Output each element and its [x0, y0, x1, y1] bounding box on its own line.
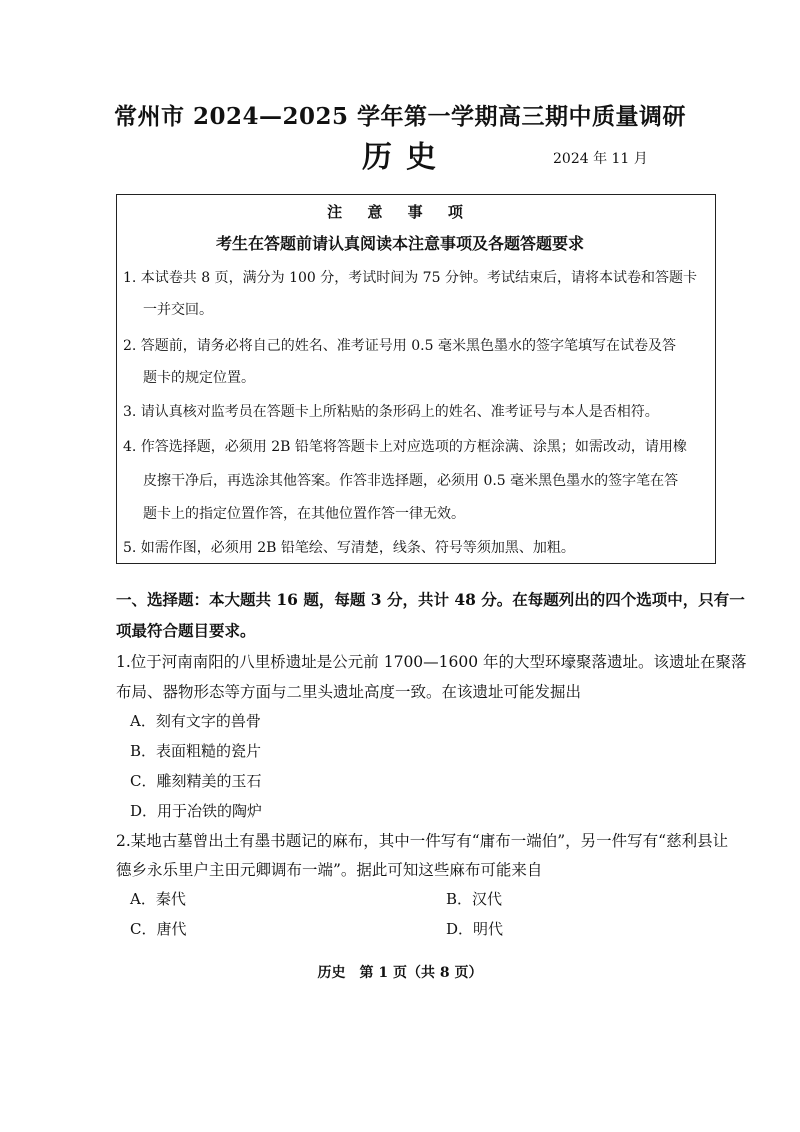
notice-subtitle: 考生在答题前请认真阅读本注意事项及各题答题要求: [215, 234, 584, 253]
notice-item-5: 5. 如需作图，必须用 2B 铅笔绘、写清楚，线条、符号等须加黑、加粗。: [123, 540, 575, 556]
section-heading: 一、选择题：本大题共 16 题，每题 3 分，共计 48 分。在每题列出的四个选项中，只有一: [116, 590, 745, 609]
question-1-option-d: D．用于冶铁的陶炉: [130, 802, 263, 820]
question-1-stem: 1.位于河南南阳的八里桥遗址是公元前 1700—1600 年的大型环壕聚落遗址。该遗址在聚落: [116, 653, 747, 671]
notice-item-2: 2. 答题前，请务必将自己的姓名、准考证号用 0.5 毫米黑色墨水的签字笔填写在试卷及答: [123, 338, 676, 354]
question-2-option-c: C．唐代: [130, 920, 187, 938]
notice-title: 注 意 事 项: [327, 203, 473, 221]
notice-item-2-cont: 题卡的规定位置。: [143, 370, 255, 386]
subject-title: 历史: [362, 140, 450, 175]
question-1-option-b: B．表面粗糙的瓷片: [130, 742, 262, 760]
question-2-option-d: D．明代: [446, 920, 504, 938]
question-2-stem: 2.某地古墓曾出土有墨书题记的麻布，其中一件写有“庸布一端伯”，另一件写有“慈利县让: [116, 832, 729, 850]
question-2-option-b: B．汉代: [446, 890, 503, 908]
notice-item-1: 1. 本试卷共 8 页，满分为 100 分，考试时间为 75 分钟。考试结束后，请将本试卷和答题卡: [123, 270, 697, 286]
notice-item-4-cont: 皮擦干净后，再选涂其他答案。作答非选择题，必须用 0.5 毫米黑色墨水的签字笔在答: [143, 473, 679, 489]
question-1-option-a: A．刻有文字的兽骨: [130, 712, 261, 730]
notice-item-3: 3. 请认真核对监考员在答题卡上所粘贴的条形码上的姓名、准考证号与本人是否相符。: [123, 404, 659, 420]
notice-item-4-cont2: 题卡上的指定位置作答，在其他位置作答一律无效。: [143, 506, 465, 522]
notice-item-1-cont: 一并交回。: [143, 302, 213, 318]
exam-title: 常州市 2024—2025 学年第一学期高三期中质量调研: [113, 103, 687, 130]
question-1-stem-cont: 布局、器物形态等方面与二里头遗址高度一致。在该遗址可能发掘出: [116, 683, 582, 701]
exam-date: 2024 年 11 月: [553, 151, 648, 167]
question-2-option-a: A．秦代: [130, 890, 186, 908]
question-1-option-c: C．雕刻精美的玉石: [130, 772, 262, 790]
notice-item-4: 4. 作答选择题，必须用 2B 铅笔将答题卡上对应选项的方框涂满、涂黑；如需改动，请用橡: [123, 439, 687, 455]
page-footer: 历史 第 1 页（共 8 页）: [317, 965, 483, 981]
section-heading-cont: 项最符合题目要求。: [116, 621, 256, 640]
question-2-stem-cont: 德乡永乐里户主田元卿调布一端”。据此可知这些麻布可能来自: [116, 861, 543, 879]
